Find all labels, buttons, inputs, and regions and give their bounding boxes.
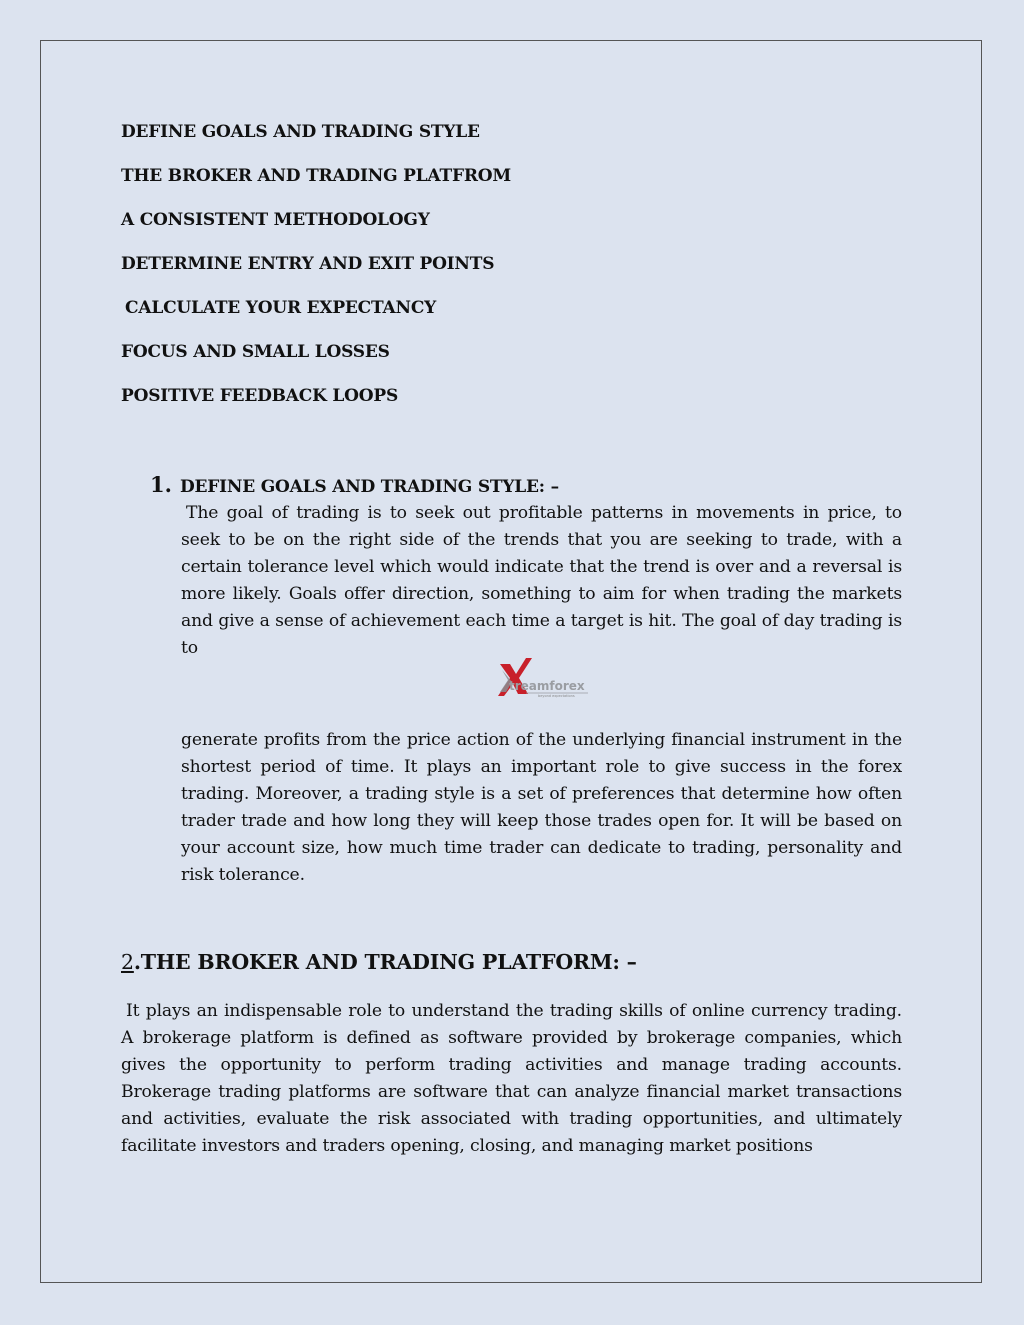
section-2-paragraph [121, 998, 902, 1160]
toc-item: THE BROKER AND TRADING PLATFROM [121, 166, 511, 186]
section-2-heading [121, 950, 637, 974]
section-2-paragraph-text: It plays an indispensable role to understand the trading skills of online currency trading. A brokerage platform is defined as software provided by brokerage companies, which gives the opportunity to perform trading activities and manage trading accounts. Brokerage trading platforms are software that can analyze financial market transactions and activities, evaluate the risk associated with trading opportunities, and ultimately facilitate investors and traders opening, closing, and managing market positions [121, 1001, 902, 1156]
toc-item: FOCUS AND SMALL LOSSES [121, 342, 390, 362]
section-1-heading [150, 472, 902, 497]
toc-item: DEFINE GOALS AND TRADING STYLE [121, 122, 480, 142]
svg-text:beyond expectations: beyond expectations [538, 694, 575, 698]
toc-item: DETERMINE ENTRY AND EXIT POINTS [121, 254, 495, 274]
section-1-paragraph-1-text: The goal of trading is to seek out profitable patterns in movements in price, to seek to be on the right side of the trends that you are seeking to trade, with a certain tolerance level which would indicate that the trend is over and a reversal is more likely. Goals offer direction, something to aim for when trading the markets and give a sense of achievement each time a target is hit. The goal of day trading is to [181, 503, 902, 658]
toc-item-label: CALCULATE YOUR EXPECTANCY [125, 298, 437, 318]
toc-item: A CONSISTENT METHODOLOGY [121, 210, 430, 230]
section-1-title: DEFINE GOALS AND TRADING STYLE: – [180, 477, 559, 497]
section-1-number: 1. [150, 472, 172, 497]
toc-item: POSITIVE FEEDBACK LOOPS [121, 386, 399, 406]
toc-item [121, 296, 511, 340]
section-1-paragraph-2: generate profits from the price action of the underlying financial instrument in the shortest period of time. It plays an important role to give success in the forex trading. Moreover, a trading style is a set of preferences that determine how often trader trade and how long they will keep those trades open for. It will be based on your account size, how much time trader can dedicate to trading, personality and risk tolerance. [181, 730, 902, 885]
table-of-contents [121, 120, 511, 428]
section-2-title: .THE BROKER AND TRADING PLATFORM: – [133, 950, 637, 974]
section-1-paragraph-1 [181, 500, 902, 662]
svg-text:treamforex: treamforex [509, 679, 585, 693]
section-2-number: 2 [121, 950, 134, 974]
xtreamforex-logo [496, 656, 590, 698]
